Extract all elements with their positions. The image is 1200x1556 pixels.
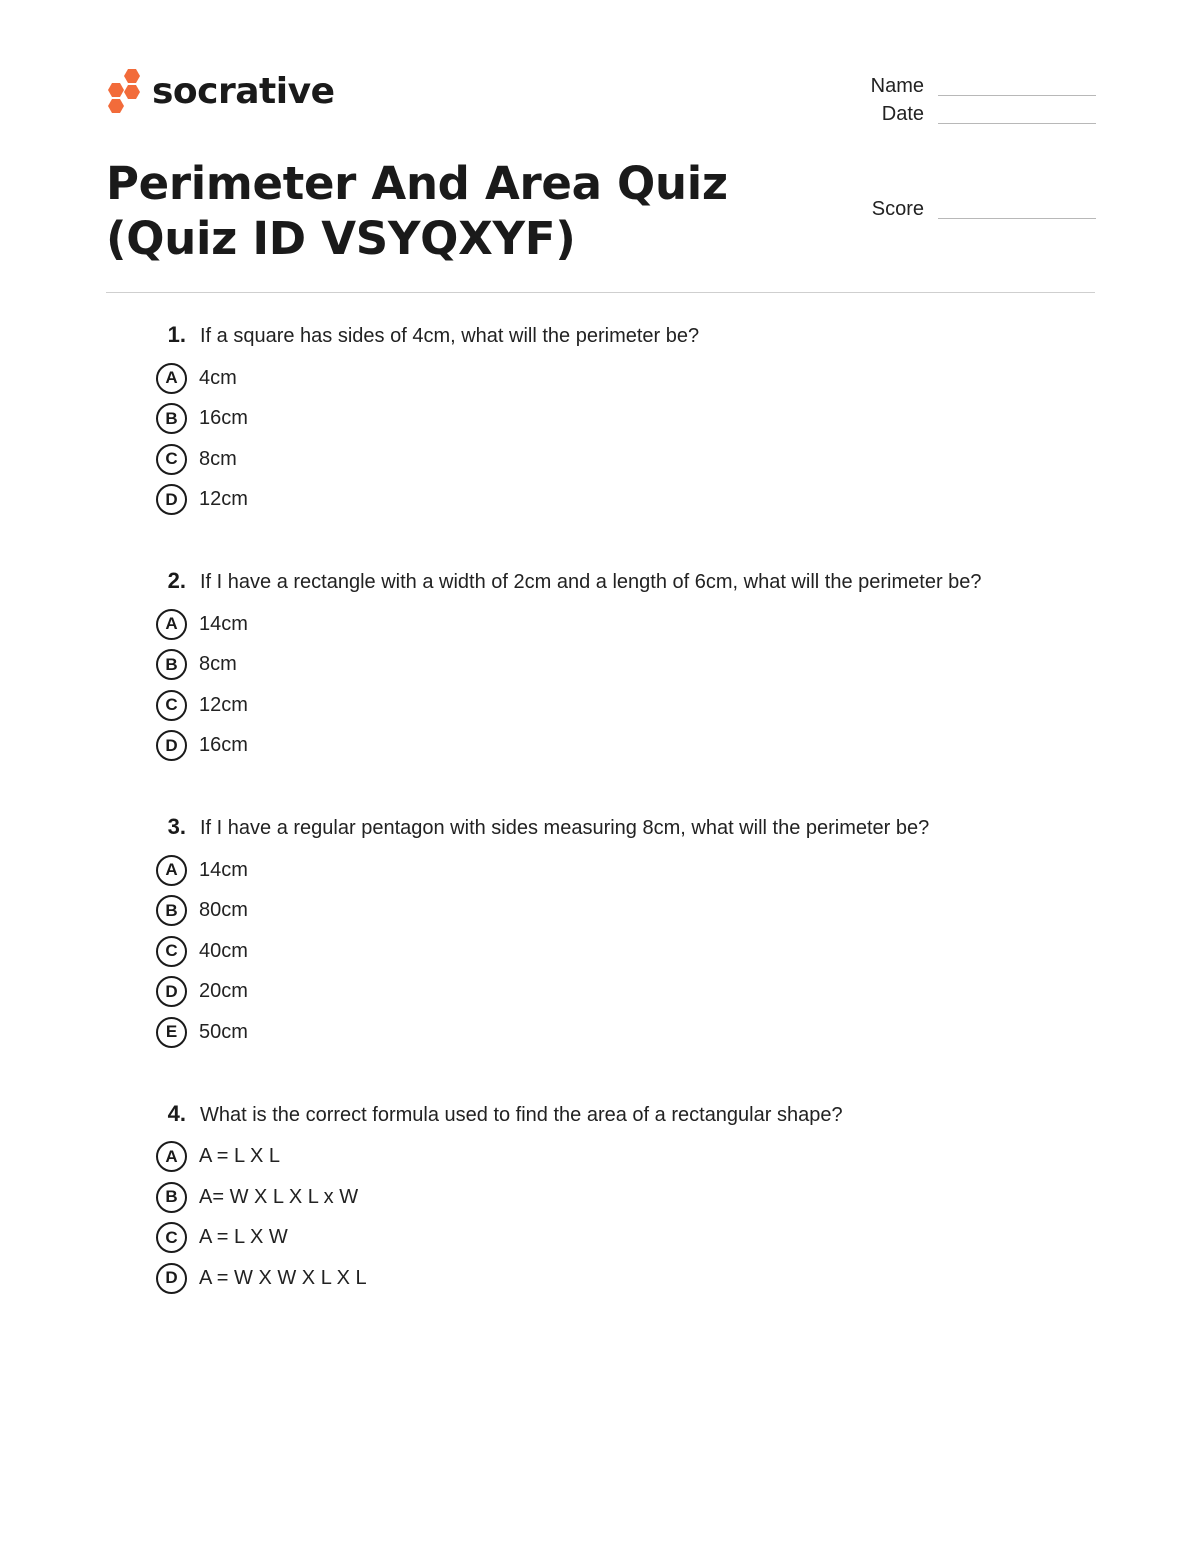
- option-text: 8cm: [199, 447, 237, 470]
- option-letter-circle[interactable]: A: [156, 609, 187, 640]
- option-letter-circle[interactable]: D: [156, 976, 187, 1007]
- question-header: [156, 814, 1076, 850]
- option-text: A = L X W: [199, 1226, 288, 1249]
- option-letter-circle[interactable]: B: [156, 895, 187, 926]
- option-d[interactable]: [156, 480, 1076, 521]
- option-letter-circle[interactable]: A: [156, 363, 187, 394]
- option-letter-circle[interactable]: C: [156, 690, 187, 721]
- question-number: 3.: [167, 814, 186, 839]
- option-letter-circle[interactable]: E: [156, 1017, 187, 1048]
- option-text: 14cm: [199, 858, 248, 881]
- option-text: A = L X L: [199, 1145, 280, 1168]
- option-b[interactable]: [156, 891, 1076, 932]
- option-letter-circle[interactable]: C: [156, 1222, 187, 1253]
- socrative-logo: [104, 68, 334, 116]
- option-a[interactable]: [156, 604, 1076, 645]
- option-text: 4cm: [199, 366, 237, 389]
- option-letter-circle[interactable]: B: [156, 1182, 187, 1213]
- option-a[interactable]: [156, 850, 1076, 891]
- score-line[interactable]: [938, 218, 1096, 219]
- brand-name: socrative: [152, 71, 335, 112]
- option-text: A = W X W X L X L: [199, 1266, 367, 1289]
- option-text: 12cm: [199, 488, 248, 511]
- option-a[interactable]: [156, 358, 1076, 399]
- option-letter-circle[interactable]: D: [156, 730, 187, 761]
- option-e[interactable]: [156, 1012, 1076, 1053]
- option-d[interactable]: [156, 1258, 1076, 1299]
- question-text: What is the correct formula used to find the area of a rectangular shape?: [200, 1103, 843, 1126]
- date-label: Date: [881, 103, 924, 125]
- option-letter-circle[interactable]: B: [156, 649, 187, 680]
- option-b[interactable]: [156, 645, 1076, 686]
- option-d[interactable]: [156, 972, 1076, 1013]
- date-line[interactable]: [938, 123, 1096, 124]
- option-text: 12cm: [199, 693, 248, 716]
- page-title: Perimeter And Area Quiz (Quiz ID VSYQXYF): [106, 157, 728, 265]
- option-b[interactable]: [156, 399, 1076, 440]
- option-a[interactable]: [156, 1137, 1076, 1178]
- option-letter-circle[interactable]: A: [156, 1141, 187, 1172]
- score-field[interactable]: [840, 197, 1096, 221]
- name-label: Name: [870, 75, 924, 97]
- option-c[interactable]: [156, 931, 1076, 972]
- question-4: [156, 1101, 1076, 1299]
- option-text: 16cm: [199, 407, 248, 430]
- question-text: If I have a rectangle with a width of 2cm and a length of 6cm, what will the perimeter be?: [200, 571, 982, 593]
- score-label: Score: [871, 198, 924, 220]
- option-d[interactable]: [156, 726, 1076, 767]
- date-field[interactable]: [840, 102, 1096, 126]
- option-c[interactable]: [156, 1218, 1076, 1259]
- option-letter-circle[interactable]: B: [156, 403, 187, 434]
- question-2: [156, 568, 1076, 766]
- option-letter-circle[interactable]: C: [156, 444, 187, 475]
- header-divider: [106, 292, 1095, 293]
- option-b[interactable]: [156, 1177, 1076, 1218]
- question-number: 4.: [167, 1100, 186, 1126]
- option-text: 8cm: [199, 653, 237, 676]
- option-c[interactable]: [156, 439, 1076, 480]
- question-list: [156, 322, 1076, 1347]
- question-header: [156, 1101, 1076, 1137]
- option-letter-circle[interactable]: D: [156, 1263, 187, 1294]
- option-text: 20cm: [199, 980, 248, 1003]
- option-text: 50cm: [199, 1020, 248, 1043]
- question-header: [156, 322, 1076, 358]
- name-line[interactable]: [938, 95, 1096, 96]
- option-c[interactable]: [156, 685, 1076, 726]
- question-3: [156, 814, 1076, 1053]
- option-text: 14cm: [199, 612, 248, 635]
- question-1: [156, 322, 1076, 520]
- option-text: 16cm: [199, 734, 248, 757]
- socrative-hexagon-icon: [104, 68, 144, 116]
- name-field[interactable]: [840, 74, 1096, 98]
- question-number: 1.: [167, 322, 186, 347]
- option-text: 80cm: [199, 899, 248, 922]
- question-header: [156, 568, 1076, 604]
- question-number: 2.: [167, 568, 186, 593]
- option-letter-circle[interactable]: C: [156, 936, 187, 967]
- option-letter-circle[interactable]: A: [156, 855, 187, 886]
- question-text: If I have a regular pentagon with sides measuring 8cm, what will the perimeter be?: [200, 817, 930, 839]
- question-text: If a square has sides of 4cm, what will the perimeter be?: [200, 325, 700, 347]
- option-text: 40cm: [199, 939, 248, 962]
- option-text: A= W X L X L x W: [199, 1185, 359, 1208]
- option-letter-circle[interactable]: D: [156, 484, 187, 515]
